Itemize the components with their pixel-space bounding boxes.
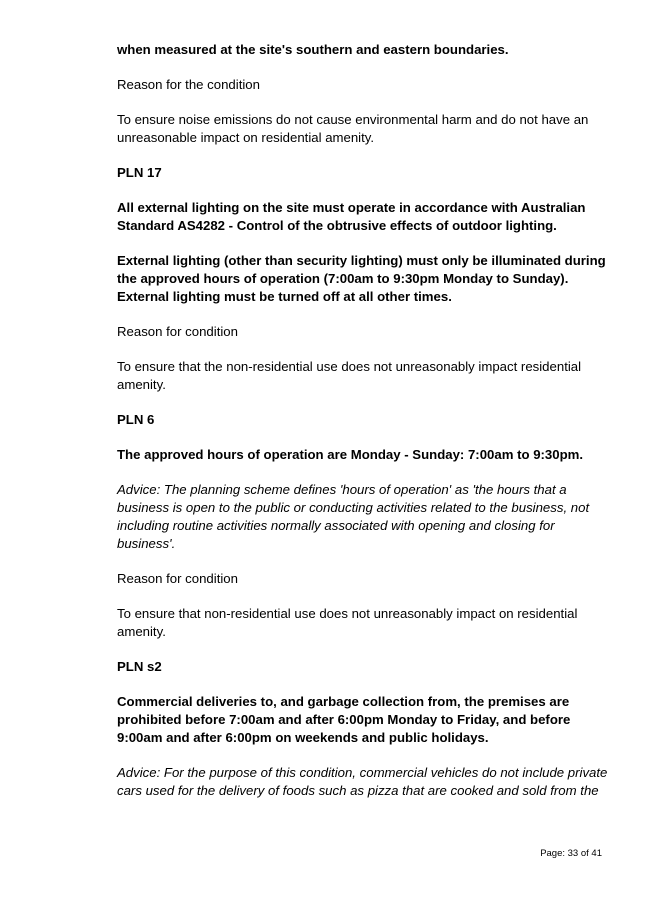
condition-heading-plns2: PLN s2: [117, 659, 162, 674]
document-body: [117, 41, 609, 817]
condition-text: The approved hours of operation are Monday - Sunday: 7:00am to 9:30pm.: [117, 447, 584, 462]
condition-text: All external lighting on the site must operate in accordance with Australian Standard AS4282 - Control of the obtrusive effects of outdoor lighting.: [117, 200, 586, 233]
condition-heading-pln17: PLN 17: [117, 165, 162, 180]
reason-label: Reason for condition: [117, 571, 238, 586]
advice-text: Advice: The planning scheme defines 'hours of operation' as 'the hours that a business is open to the public or conducting activities related to the business, not including routine activities normally associated with opening and closing for business'.: [117, 482, 590, 551]
condition-heading-pln6: PLN 6: [117, 412, 155, 427]
condition-text: Commercial deliveries to, and garbage collection from, the premises are prohibited before 7:00am and after 6:00pm Monday to Friday, and before 9:00am and after 6:00pm on weekends and public holidays.: [117, 694, 571, 745]
reason-label: Reason for condition: [117, 324, 238, 339]
advice-text: Advice: For the purpose of this condition, commercial vehicles do not include private cars used for the delivery of foods such as pizza that are cooked and sold from the: [117, 765, 608, 798]
reason-text: To ensure noise emissions do not cause environmental harm and do not have an unreasonable impact on residential amenity.: [117, 112, 589, 145]
reason-label: Reason for the condition: [117, 77, 260, 92]
reason-text: To ensure that non-residential use does not unreasonably impact on residential amenity.: [117, 606, 578, 639]
reason-text: To ensure that the non-residential use does not unreasonably impact residential amenity.: [117, 359, 582, 392]
condition-text-continued: when measured at the site's southern and eastern boundaries.: [117, 42, 509, 57]
condition-text: External lighting (other than security lighting) must only be illuminated during the approved hours of operation (7:00am to 9:30pm Monday to Sunday). External lighting must be turned off at all other times.: [117, 253, 606, 304]
page-number: Page: 33 of 41: [540, 848, 602, 859]
